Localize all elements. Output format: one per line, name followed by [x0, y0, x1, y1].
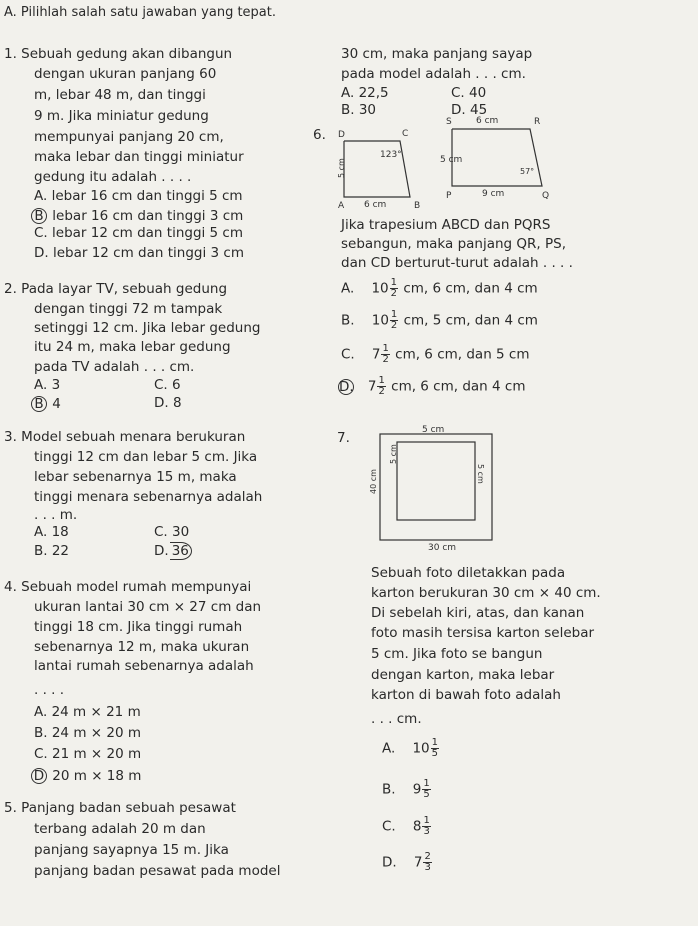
q3-option-d-text: 36	[170, 542, 192, 560]
denominator: 2	[378, 386, 385, 397]
selected-answer-mark: D.	[339, 378, 354, 395]
q7-line: Sebuah foto diletakkan pada	[371, 565, 566, 581]
q7-line: . . . cm.	[371, 711, 422, 727]
q1-option-b-text: lebar 16 cm dan tinggi 3 cm	[52, 208, 244, 224]
q4-line: tinggi 18 cm. Jika tinggi rumah	[34, 619, 243, 635]
label-outer-height: 40 cm	[369, 469, 378, 494]
label-top-margin: 5 cm	[422, 425, 445, 435]
q4-option-a[interactable]: A. 24 m × 21 m	[34, 704, 141, 720]
label-angle-123: 123°	[380, 150, 402, 160]
option-rest: cm, 6 cm, dan 5 cm	[395, 346, 530, 363]
option-whole: 7	[367, 378, 377, 395]
numerator: 2	[424, 851, 431, 862]
q7-line: foto masih tersisa karton selebar	[371, 625, 595, 641]
q5-option-a[interactable]: A. 22,5	[341, 85, 389, 101]
denominator: 3	[423, 826, 430, 837]
section-header: A. Pilihlah salah satu jawaban yang tepat.	[4, 5, 276, 20]
option-whole: 7	[371, 346, 381, 363]
q4-line: . . . .	[34, 682, 65, 698]
fraction	[431, 738, 439, 759]
label-A: A	[338, 201, 345, 211]
q2-option-c[interactable]: C. 6	[154, 377, 181, 393]
label-C: C	[402, 129, 409, 139]
label-AB-length: 6 cm	[364, 200, 387, 210]
fraction	[377, 376, 385, 397]
option-whole: 10	[371, 312, 389, 329]
q2-line: dengan tinggi 72 m tampak	[34, 301, 223, 317]
option-rest: cm, 6 cm, dan 4 cm	[403, 280, 538, 297]
option-rest: cm, 5 cm, dan 4 cm	[403, 312, 538, 329]
q1-option-d[interactable]: D. lebar 12 cm dan tinggi 3 cm	[34, 245, 244, 261]
q3-option-d-letter: D.	[154, 543, 169, 559]
numerator: 1	[390, 309, 398, 320]
fraction	[423, 852, 431, 873]
fraction	[422, 816, 430, 837]
q3-line: tinggi menara sebenarnya adalah	[34, 489, 263, 505]
denominator: 2	[382, 354, 389, 365]
q7-photo-frame-figure	[360, 420, 510, 550]
q3-option-c[interactable]: C. 30	[154, 524, 190, 540]
q2-option-b-text: 4	[52, 396, 61, 412]
q7-option-d[interactable]	[382, 852, 433, 873]
option-letter: C.	[341, 346, 355, 363]
label-S: S	[446, 117, 452, 127]
selected-answer-mark: B	[31, 208, 47, 224]
numerator: 1	[382, 343, 389, 354]
option-whole: 7	[413, 854, 423, 871]
q1-option-c[interactable]: C. lebar 12 cm dan tinggi 5 cm	[34, 225, 244, 241]
q5-continued-line: 30 cm, maka panjang sayap	[341, 46, 533, 62]
option-whole: 8	[412, 818, 422, 835]
q5-line: panjang sayapnya 15 m. Jika	[34, 842, 229, 858]
q4-line: lantai rumah sebenarnya adalah	[34, 658, 254, 674]
q5-line: panjang badan pesawat pada model	[34, 863, 281, 879]
q1-option-b[interactable]	[34, 208, 243, 224]
option-letter: A.	[341, 280, 355, 297]
q4-option-d[interactable]	[34, 768, 141, 784]
q4-line: 4. Sebuah model rumah mempunyai	[4, 579, 252, 595]
numerator: 1	[390, 277, 398, 288]
q7-number: 7.	[337, 430, 350, 446]
q5-line: 5. Panjang badan sebuah pesawat	[4, 800, 236, 816]
q3-option-b[interactable]: B. 22	[34, 543, 70, 559]
fraction	[390, 310, 398, 331]
numerator: 1	[431, 737, 439, 748]
q3-line: . . . m.	[34, 507, 78, 523]
option-letter: A.	[382, 740, 396, 757]
option-letter: D.	[382, 854, 397, 871]
q7-line: Di sebelah kiri, atas, dan kanan	[371, 605, 585, 621]
q1-line: 9 m. Jika miniatur gedung	[34, 108, 209, 124]
label-PQ-length: 9 cm	[482, 189, 505, 199]
label-D: D	[338, 130, 345, 140]
q7-line: 5 cm. Jika foto se bangun	[371, 646, 543, 662]
q6-line: sebangun, maka panjang QR, PS,	[341, 236, 566, 252]
q1-line: m, lebar 48 m, dan tinggi	[34, 87, 206, 103]
q7-option-b[interactable]	[382, 779, 432, 800]
label-B: B	[414, 201, 421, 211]
q6-option-b[interactable]	[341, 310, 538, 331]
q7-option-c[interactable]	[382, 816, 432, 837]
denominator: 3	[424, 862, 431, 873]
q7-line: dengan karton, maka lebar	[371, 667, 555, 683]
q1-line: 1. Sebuah gedung akan dibangun	[4, 46, 233, 62]
label-inner-left: 5 cm	[389, 444, 398, 464]
q7-line: karton berukuran 30 cm × 40 cm.	[371, 585, 601, 601]
selected-answer-mark: D	[31, 768, 47, 784]
q6-option-c[interactable]	[341, 344, 530, 365]
option-whole: 10	[371, 280, 389, 297]
q6-option-a[interactable]	[341, 278, 538, 299]
option-whole: 9	[412, 781, 422, 798]
q1-line: mempunyai panjang 20 cm,	[34, 129, 224, 145]
label-Q: Q	[542, 191, 550, 201]
q3-line: tinggi 12 cm dan lebar 5 cm. Jika	[34, 449, 258, 465]
label-SR-length: 6 cm	[476, 116, 499, 126]
q1-line: dengan ukuran panjang 60	[34, 66, 217, 82]
label-inner-right: 5 cm	[476, 464, 485, 484]
q6-trapezoid-figure	[330, 112, 560, 212]
q4-line: ukuran lantai 30 cm × 27 cm dan	[34, 599, 262, 615]
q2-line: pada TV adalah . . . cm.	[34, 359, 195, 375]
q3-option-d[interactable]	[154, 544, 192, 559]
label-angle-57: 57°	[520, 167, 535, 176]
option-rest: cm, 6 cm, dan 4 cm	[391, 378, 526, 395]
option-letter: B.	[341, 312, 355, 329]
label-AD-length: 5 cm	[337, 158, 346, 178]
q2-line: 2. Pada layar TV, sebuah gedung	[4, 281, 228, 297]
fraction	[422, 779, 430, 800]
numerator: 1	[378, 375, 385, 386]
q4-line: sebenarnya 12 m, maka ukuran	[34, 639, 250, 655]
q3-line: 3. Model sebuah menara berukuran	[4, 429, 246, 445]
q1-line: gedung itu adalah . . . .	[34, 169, 192, 185]
q5-line: terbang adalah 20 m dan	[34, 821, 206, 837]
q5-option-c[interactable]: C. 40	[451, 85, 487, 101]
denominator: 5	[423, 789, 430, 800]
q4-option-b[interactable]: B. 24 m × 20 m	[34, 725, 141, 741]
q7-line: karton di bawah foto adalah	[371, 687, 561, 703]
option-letter: C.	[382, 818, 396, 835]
q2-option-d[interactable]: D. 8	[154, 395, 182, 411]
q6-number: 6.	[313, 127, 326, 143]
q3-line: lebar sebenarnya 15 m, maka	[34, 469, 237, 485]
q6-line: dan CD berturut-turut adalah . . . .	[341, 255, 573, 271]
q7-option-a[interactable]	[382, 738, 440, 759]
q5-continued-line: pada model adalah . . . cm.	[341, 66, 526, 82]
q2-line: itu 24 m, maka lebar gedung	[34, 339, 231, 355]
selected-answer-mark: B	[31, 396, 47, 412]
q5-option-b[interactable]: B. 30	[341, 102, 377, 118]
option-letter: B.	[382, 781, 396, 798]
q4-option-c[interactable]: C. 21 m × 20 m	[34, 746, 142, 762]
fraction	[381, 344, 389, 365]
label-R: R	[534, 117, 541, 127]
numerator: 1	[423, 815, 430, 826]
q5-option-d[interactable]: D. 45	[451, 102, 488, 118]
denominator: 2	[390, 320, 398, 331]
q6-option-d[interactable]	[341, 376, 525, 397]
q2-line: setinggi 12 cm. Jika lebar gedung	[34, 320, 261, 336]
q2-option-a[interactable]: A. 3	[34, 377, 61, 393]
q4-option-d-text: 20 m × 18 m	[52, 768, 142, 784]
q3-option-a[interactable]: A. 18	[34, 524, 69, 540]
denominator: 5	[431, 748, 439, 759]
q1-option-a[interactable]: A. lebar 16 cm dan tinggi 5 cm	[34, 188, 243, 204]
denominator: 2	[390, 288, 398, 299]
option-whole: 10	[412, 740, 430, 757]
q1-line: maka lebar dan tinggi miniatur	[34, 149, 244, 165]
label-RQ-length: 5 cm	[440, 155, 463, 165]
q6-line: Jika trapesium ABCD dan PQRS	[341, 217, 551, 233]
label-bottom-width: 30 cm	[428, 543, 457, 550]
q2-option-b[interactable]	[34, 396, 61, 412]
label-P: P	[446, 191, 452, 201]
fraction	[390, 278, 398, 299]
numerator: 1	[423, 778, 430, 789]
